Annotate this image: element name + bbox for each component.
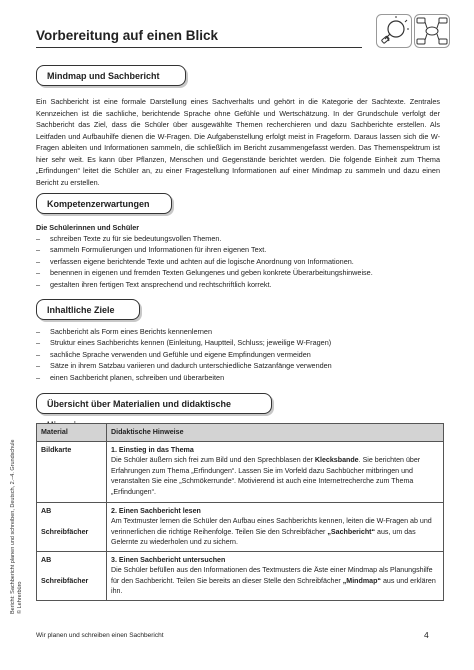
side-credit-line2: © Lehrerbüro [17, 581, 23, 614]
page-number: 4 [424, 630, 429, 640]
text-part: . Sie berichten über Erfahrungen zum Thema „Erfindungen“. Lassen Sie im Vorfeld dazu Sachbücher mitbringen und veranstalten Sie eine „Schmökerrunde“. Motivierend ist auch eine Internetrecherche zum Thema „Erfindungen“. [111, 456, 421, 496]
ziele-list [36, 326, 440, 383]
lightbulb-icon [376, 14, 412, 48]
row-text [111, 565, 439, 597]
col-header-material: Material [37, 424, 107, 442]
material-top: AB [41, 506, 52, 515]
material-cell [37, 441, 107, 502]
section-heading-kompetenz: Kompetenzerwartungen [36, 193, 172, 214]
material-bottom: Bildkarte [41, 445, 72, 454]
text-part: Die Schüler befüllen aus den Informationen des Textmusters die Äste einer Mindmap als Planungshilfe für den Sachbericht. Teilen Sie bereits an dieser Stelle den Schreibfächer [111, 566, 433, 585]
text-part: aus, um das Gelernte zu wiederholen und zu sichern. [111, 527, 416, 546]
table-row [37, 551, 444, 600]
title-rule [36, 47, 362, 48]
side-credit-line1: Bericht: Sachbericht planen und schreiben, Deutsch, 2.–4. Grundschule [10, 439, 16, 614]
text-part: Am Textmuster lernen die Schüler den Aufbau eines Sachberichts kennen, leiten die W-Fragen ab und verinnerlichen die richtige Reihenfolge. Teilen Sie den Schreibfächer [111, 517, 432, 536]
section-heading-mindmap: Mindmap und Sachbericht [36, 65, 186, 86]
footer-text: Wir planen und schreiben einen Sachbericht [36, 632, 164, 639]
list-item: – sachliche Sprache verwenden und Gefühle und eigene Empfindungen vermeiden [36, 349, 440, 360]
list-item: – verfassen eigene berichtende Texte und achten auf die logische Anordnung von Informationen. [36, 256, 440, 267]
list-item: – einen Sachbericht planen, schreiben und überarbeiten [36, 372, 440, 383]
ziele-block [36, 326, 440, 383]
side-credit [10, 439, 24, 614]
hinweis-cell [107, 441, 444, 502]
row-text [111, 516, 439, 548]
hinweis-cell [107, 502, 444, 551]
kompetenz-subheading: Die Schülerinnen und Schüler [36, 223, 140, 232]
list-item: – benennen in eigenen und fremden Texten Gelungenes und geben konkrete Überarbeitungshinweise. [36, 267, 440, 278]
text-emphasis: „Sachbericht“ [327, 527, 376, 536]
list-item: – Sachbericht als Form eines Berichts kennenlernen [36, 326, 440, 337]
text-emphasis: „Mindmap“ [342, 576, 381, 585]
table-row [37, 441, 444, 502]
kompetenz-block [36, 222, 440, 290]
material-cell [37, 502, 107, 551]
section-heading-ziele: Inhaltliche Ziele [36, 299, 140, 320]
material-top: AB [41, 555, 52, 564]
row-title: 2. Einen Sachbericht lesen [111, 506, 201, 515]
row-title: 1. Einstieg in das Thema [111, 445, 194, 454]
mindmap-text: Ein Sachbericht ist eine formale Darstellung eines Sachverhalts und gehört in die Kategorie der Sachtexte. Zentrales Kennzeichen ist die sachliche, berichtende Sprache ohne Gefühle und Wertschätzung. In der Grundschule verfolgt der Sachbericht das Ziel, dass die Schüler über ausgewählte Themen recherchieren und dazu Sachberichte erstellen. Als Leitfaden und Aufbauhilfe dienen die W-Fragen. Die Aufgabenstellung erfolgt meist in Frageform. Daraus lassen sich die W-Fragen ableiten und Informationen sammeln, die schließlich im Bericht zusammengefasst werden. Das Themenspektrum ist hier sehr weit. Es kann über Pflanzen, Menschen und Gegenstände berichtet werden. Die folgende Einheit zum Thema „Erfindungen“ leitet die Schüler an, zu einer Fragestellung Informationen auf einer Mindmap zu sammeln und dazu einen Bericht zu erstellen. [36, 97, 440, 187]
col-header-hinweise: Didaktische Hinweise [107, 424, 444, 442]
table-header-row [37, 424, 444, 442]
list-item: – gestalten ihren fertigen Text ansprechend und rechtschriftlich korrekt. [36, 279, 440, 290]
material-bottom: Schreibfächer [41, 528, 89, 536]
row-title: 3. Einen Sachbericht untersuchen [111, 555, 226, 564]
list-item: – sammeln Formulierungen und Informationen für ihren eigenen Text. [36, 244, 440, 255]
material-cell [37, 551, 107, 600]
text-part: Die Schüler äußern sich frei zum Bild und den Sprechblasen der [111, 456, 315, 464]
list-item: – schreiben Texte zu für sie bedeutungsvollen Themen. [36, 233, 440, 244]
text-emphasis: Klecksbande [314, 456, 359, 464]
list-item: – Struktur eines Sachberichts kennen (Einleitung, Hauptteil, Schluss; jeweilige W-Fragen) [36, 337, 440, 348]
material-bottom: Schreibfächer [41, 577, 89, 585]
table-row [37, 502, 444, 551]
text-part: aus und erklären ihn. [111, 576, 436, 595]
mindmap-icon [414, 14, 450, 48]
mindmap-paragraph [36, 96, 440, 188]
list-item: – Sätze in ihrem Satzbau variieren und dadurch unterschiedliche Satzanfänge verwenden [36, 360, 440, 371]
hinweis-cell [107, 551, 444, 600]
section-heading-material: Übersicht über Materialien und didaktische [36, 393, 272, 414]
page-title: Vorbereitung auf einen Blick [36, 28, 219, 43]
material-table [36, 423, 444, 601]
kompetenz-list [36, 233, 440, 290]
row-text [111, 455, 439, 497]
